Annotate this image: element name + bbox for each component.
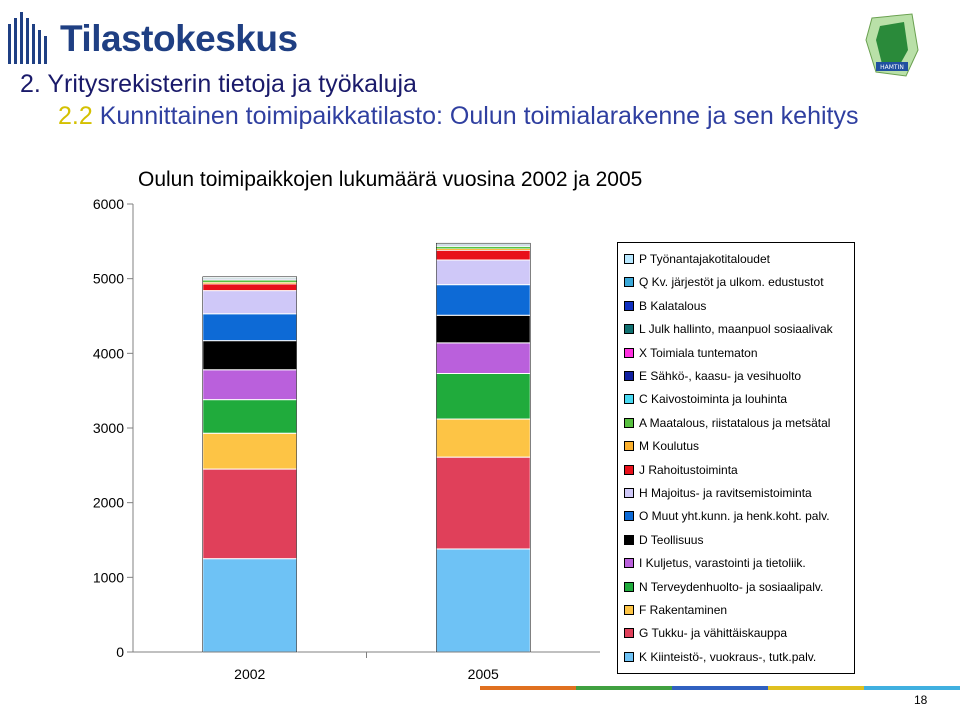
bar-segment [203, 469, 297, 559]
legend-item [624, 274, 824, 290]
legend-swatch [624, 418, 634, 428]
bar-segment [203, 280, 297, 282]
bar-segment [203, 284, 297, 291]
y-tick-label: 6000 [92, 196, 124, 212]
emblem-label: HAMTIN [880, 64, 904, 71]
legend-item [624, 602, 727, 618]
legend-label: B Kalatalous [639, 298, 707, 313]
bar-segment [203, 370, 297, 400]
legend-swatch [624, 535, 634, 545]
bar-segment [203, 400, 297, 434]
legend-item [624, 485, 812, 501]
legend-label: A Maatalous, riistatalous ja metsätal [639, 415, 831, 430]
legend-label: E Sähkö-, kaasu- ja vesihuolto [639, 369, 802, 383]
x-tick-label: 2002 [234, 666, 266, 682]
bar-segment [436, 373, 530, 419]
legend-label: F Rakentaminen [639, 603, 728, 617]
legend-label: K Kiinteistö-, vuokraus-, tutk.palv. [639, 649, 817, 664]
legend-swatch [624, 652, 634, 662]
legend-swatch [624, 465, 634, 475]
legend-label: D Teollisuus [639, 532, 704, 547]
page-number: 18 [914, 693, 928, 707]
legend-item [624, 532, 703, 548]
bar-segment [203, 559, 297, 652]
legend-swatch [624, 277, 634, 287]
legend-label: P Työnantajakotitaloudet [639, 252, 770, 266]
legend-item [624, 368, 801, 384]
y-tick-label: 4000 [92, 345, 124, 362]
bar-segment [436, 315, 530, 343]
bar-segment [436, 285, 530, 316]
legend-label: J Rahoitustoiminta [639, 462, 738, 477]
bar-segment [203, 314, 297, 341]
legend-item [624, 298, 706, 314]
footer-stripe-segment [576, 686, 672, 690]
legend-swatch [624, 488, 634, 498]
legend-item [624, 555, 806, 571]
y-tick-label: 1000 [92, 569, 124, 586]
logo-text: Tilastokeskus [60, 18, 298, 59]
y-tick-label: 0 [116, 644, 124, 660]
bar-segment [436, 260, 530, 285]
legend-swatch [624, 394, 634, 404]
legend-swatch [624, 582, 634, 592]
legend-label: Q Kv. järjestöt ja ulkom. edustustot [639, 275, 824, 290]
legend-swatch [624, 511, 634, 521]
legend-label: C Kaivostoiminta ja louhinta [639, 392, 788, 407]
legend-swatch [624, 348, 634, 358]
chart-title: Oulun toimipaikkojen lukumäärä vuosina 2002 ja 2005 [138, 168, 643, 191]
legend-swatch [624, 441, 634, 451]
bar-segment [203, 291, 297, 314]
y-tick-label: 2000 [92, 494, 124, 511]
legend-swatch [624, 324, 634, 334]
legend-swatch [624, 301, 634, 311]
footer-stripe-segment [864, 686, 960, 690]
bar-segment [436, 247, 530, 249]
footer-stripe-segment [672, 686, 768, 690]
legend-label: L Julk hallinto, maanpuol sosiaalivak [639, 322, 833, 337]
legend-swatch [624, 628, 634, 638]
legend-item [624, 438, 699, 454]
bar-segment [436, 457, 530, 549]
legend-swatch [624, 605, 634, 615]
legend-swatch [624, 254, 634, 264]
legend-label: M Koulutus [639, 439, 700, 454]
subheading-text: Kunnittainen toimipaikkatilasto: Oulun toimialarakenne ja sen kehitys [99, 102, 859, 130]
legend-item [624, 251, 770, 267]
legend-item [624, 649, 816, 665]
legend-item [624, 321, 833, 337]
legend-label: G Tukku- ja vähittäiskauppa [639, 626, 788, 641]
bar-segment [436, 343, 530, 374]
legend-item [624, 345, 758, 361]
bar-segment [436, 549, 530, 652]
legend-item [624, 579, 823, 595]
page-heading: 2. Yritysrekisterin tietoja ja työkaluja [20, 70, 417, 98]
y-tick-label: 3000 [92, 420, 124, 436]
legend-item [624, 625, 787, 641]
footer-stripe-segment [768, 686, 864, 690]
legend-swatch [624, 558, 634, 568]
x-tick-label: 2005 [467, 666, 499, 682]
legend-item [624, 508, 830, 524]
legend-item [624, 391, 787, 407]
subheading-number: 2.2 [58, 102, 93, 130]
bar-segment [203, 341, 297, 370]
y-tick-label: 5000 [92, 270, 124, 287]
legend-label: H Majoitus- ja ravitsemistoiminta [639, 486, 812, 500]
footer-stripe-segment [480, 686, 576, 690]
bar-segment [436, 250, 530, 260]
bar-segment [203, 433, 297, 469]
legend-item [624, 415, 830, 431]
legend-label: N Terveydenhuolto- ja sosiaalipalv. [639, 579, 824, 594]
bar-segment [436, 419, 530, 457]
legend-label: I Kuljetus, varastointi ja tietoliik. [639, 556, 806, 571]
legend-label: O Muut yht.kunn. ja henk.koht. palv. [639, 509, 830, 524]
chart-legend [617, 242, 855, 674]
legend-item [624, 462, 738, 478]
footer-stripe [480, 686, 960, 690]
legend-swatch [624, 371, 634, 381]
legend-label: X Toimiala tuntematon [639, 345, 758, 360]
